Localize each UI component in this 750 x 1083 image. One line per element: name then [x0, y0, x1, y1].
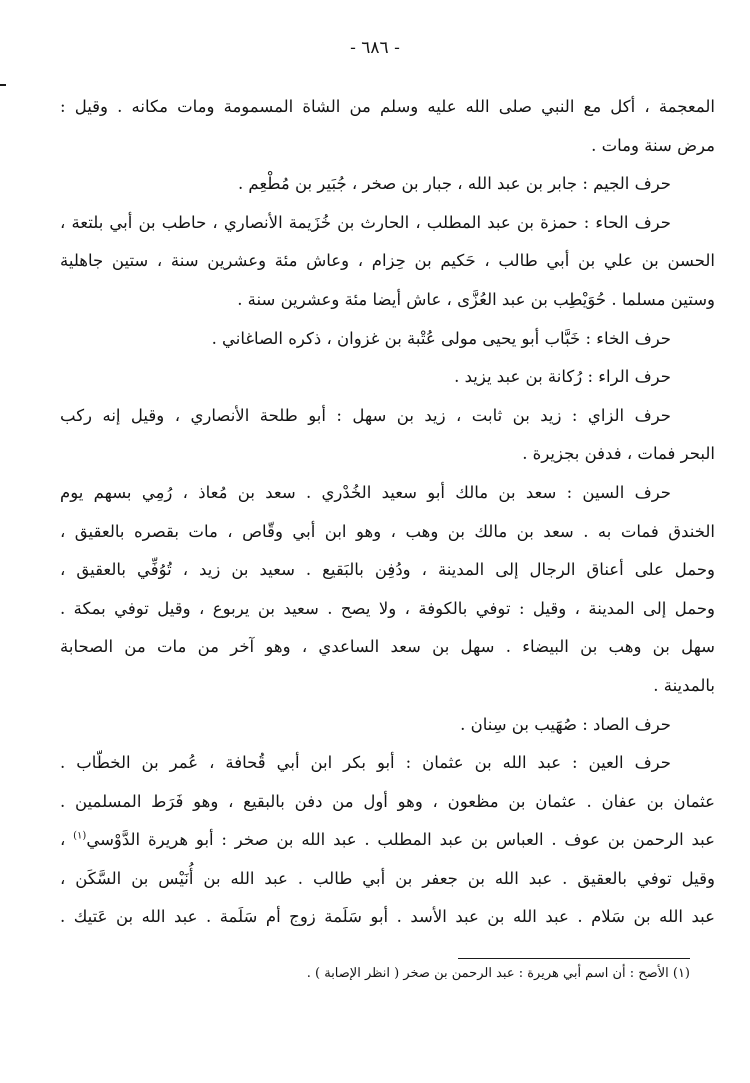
text-line-4: حرف الحاء : حمزة بن عبد المطلب ، الحارث بن خُزَيمة الأنصاري ، حاطب بن أبي بلتعة ، — [60, 212, 671, 232]
text-line-19: عثمان بن عفان . عثمان بن مظعون ، وهو أول من دفن بالبقيع ، وهو فَرَط المسلمين . — [60, 791, 715, 811]
text-line-21: وقيل توفي بالعقيق . عبد الله بن جعفر بن أبي طالب . عبد الله بن أُنَيْس بن السَّكَن ، — [60, 868, 715, 888]
text-line-2: مرض سنة ومات . — [591, 135, 715, 155]
body-text — [60, 88, 715, 937]
footnote: (١) الأصح : أن اسم أبي هريرة : عبد الرحمن بن صخر ( انظر الإصابة ) . — [306, 966, 690, 981]
footnote-reference: (١) — [73, 830, 87, 842]
text-line-6: وستين مسلما . حُوَيْطِب بن عبد العُزَّى ، عاش أيضا مئة وعشرين سنة . — [237, 289, 715, 309]
page-number: - ٦٨٦ - — [350, 38, 400, 58]
text-line-7: حرف الخاء : خَبَّاب أبو يحيى مولى عُتْبة بن غزوان ، ذكره الصاغاني . — [211, 328, 671, 348]
text-line-1: المعجمة ، أكل مع النبي صلى الله عليه وسلم من الشاة المسمومة ومات مكانه . وقيل : — [60, 97, 715, 116]
text-line-22: عبد الله بن سَلام . عبد الله بن عبد الأسد . أبو سَلَمة زوج أم سَلَمة . عبد الله بن عَتيك . — [60, 907, 715, 927]
text-line-17: حرف الصاد : صُهَيب بن سِنان . — [460, 714, 671, 734]
footnote-reference-suffix: ، — [60, 830, 74, 850]
text-line-20 — [60, 821, 715, 860]
text-line-15: سهل بن وهب بن البيضاء . سهل بن سعد الساعدي ، وهو آخر من مات من الصحابة — [60, 637, 715, 657]
text-line-5: الحسن بن علي بن أبي طالب ، حَكيم بن حِزام ، وعاش مئة وعشرين سنة ، ستين جاهلية — [60, 251, 715, 271]
text-line-9: حرف الزاي : زيد بن ثابت ، زيد بن سهل : أبو طلحة الأنصاري ، وقيل إنه ركب — [60, 405, 671, 425]
text-line-14: وحمل إلى المدينة ، وقيل : توفي بالكوفة ، ولا يصح . سعيد بن يربوع ، وقيل توفي بمكة . — [60, 598, 715, 618]
text-line-8: حرف الراء : رُكانة بن عبد يزيد . — [454, 367, 671, 387]
text-line-12: الخندق فمات به . سعد بن مالك بن وهب ، وهو ابن أبي وقّاص ، مات بقصره بالعقيق ، — [60, 521, 715, 541]
text-line-20-content: عبد الرحمن بن عوف . العباس بن عبد المطلب . عبد الله بن صخر : أبو هريرة الدَّوْسي — [86, 830, 715, 850]
text-line-13: وحمل على أعناق الرجال إلى المدينة ، ودُفِن بالبَقيع . سعيد بن زيد ، تُوُفِّي بالعقيق ، — [60, 560, 715, 580]
text-line-3: حرف الجيم : جابر بن عبد الله ، جبار بن صخر ، جُبَير بن مُطْعِم . — [237, 174, 671, 194]
margin-mark — [0, 84, 6, 86]
text-line-18: حرف العين : عبد الله بن عثمان : أبو بكر ابن أبي قُحافة ، عُمر بن الخطّاب . — [60, 753, 671, 773]
text-line-11: حرف السين : سعد بن مالك أبو سعيد الخُدْري . سعد بن مُعاذ ، رُمِي بسهم يوم — [60, 482, 671, 502]
text-line-16: بالمدينة . — [653, 675, 715, 695]
footnote-separator — [458, 958, 690, 959]
text-line-10: البحر فمات ، فدفن بجزيرة . — [522, 444, 715, 464]
